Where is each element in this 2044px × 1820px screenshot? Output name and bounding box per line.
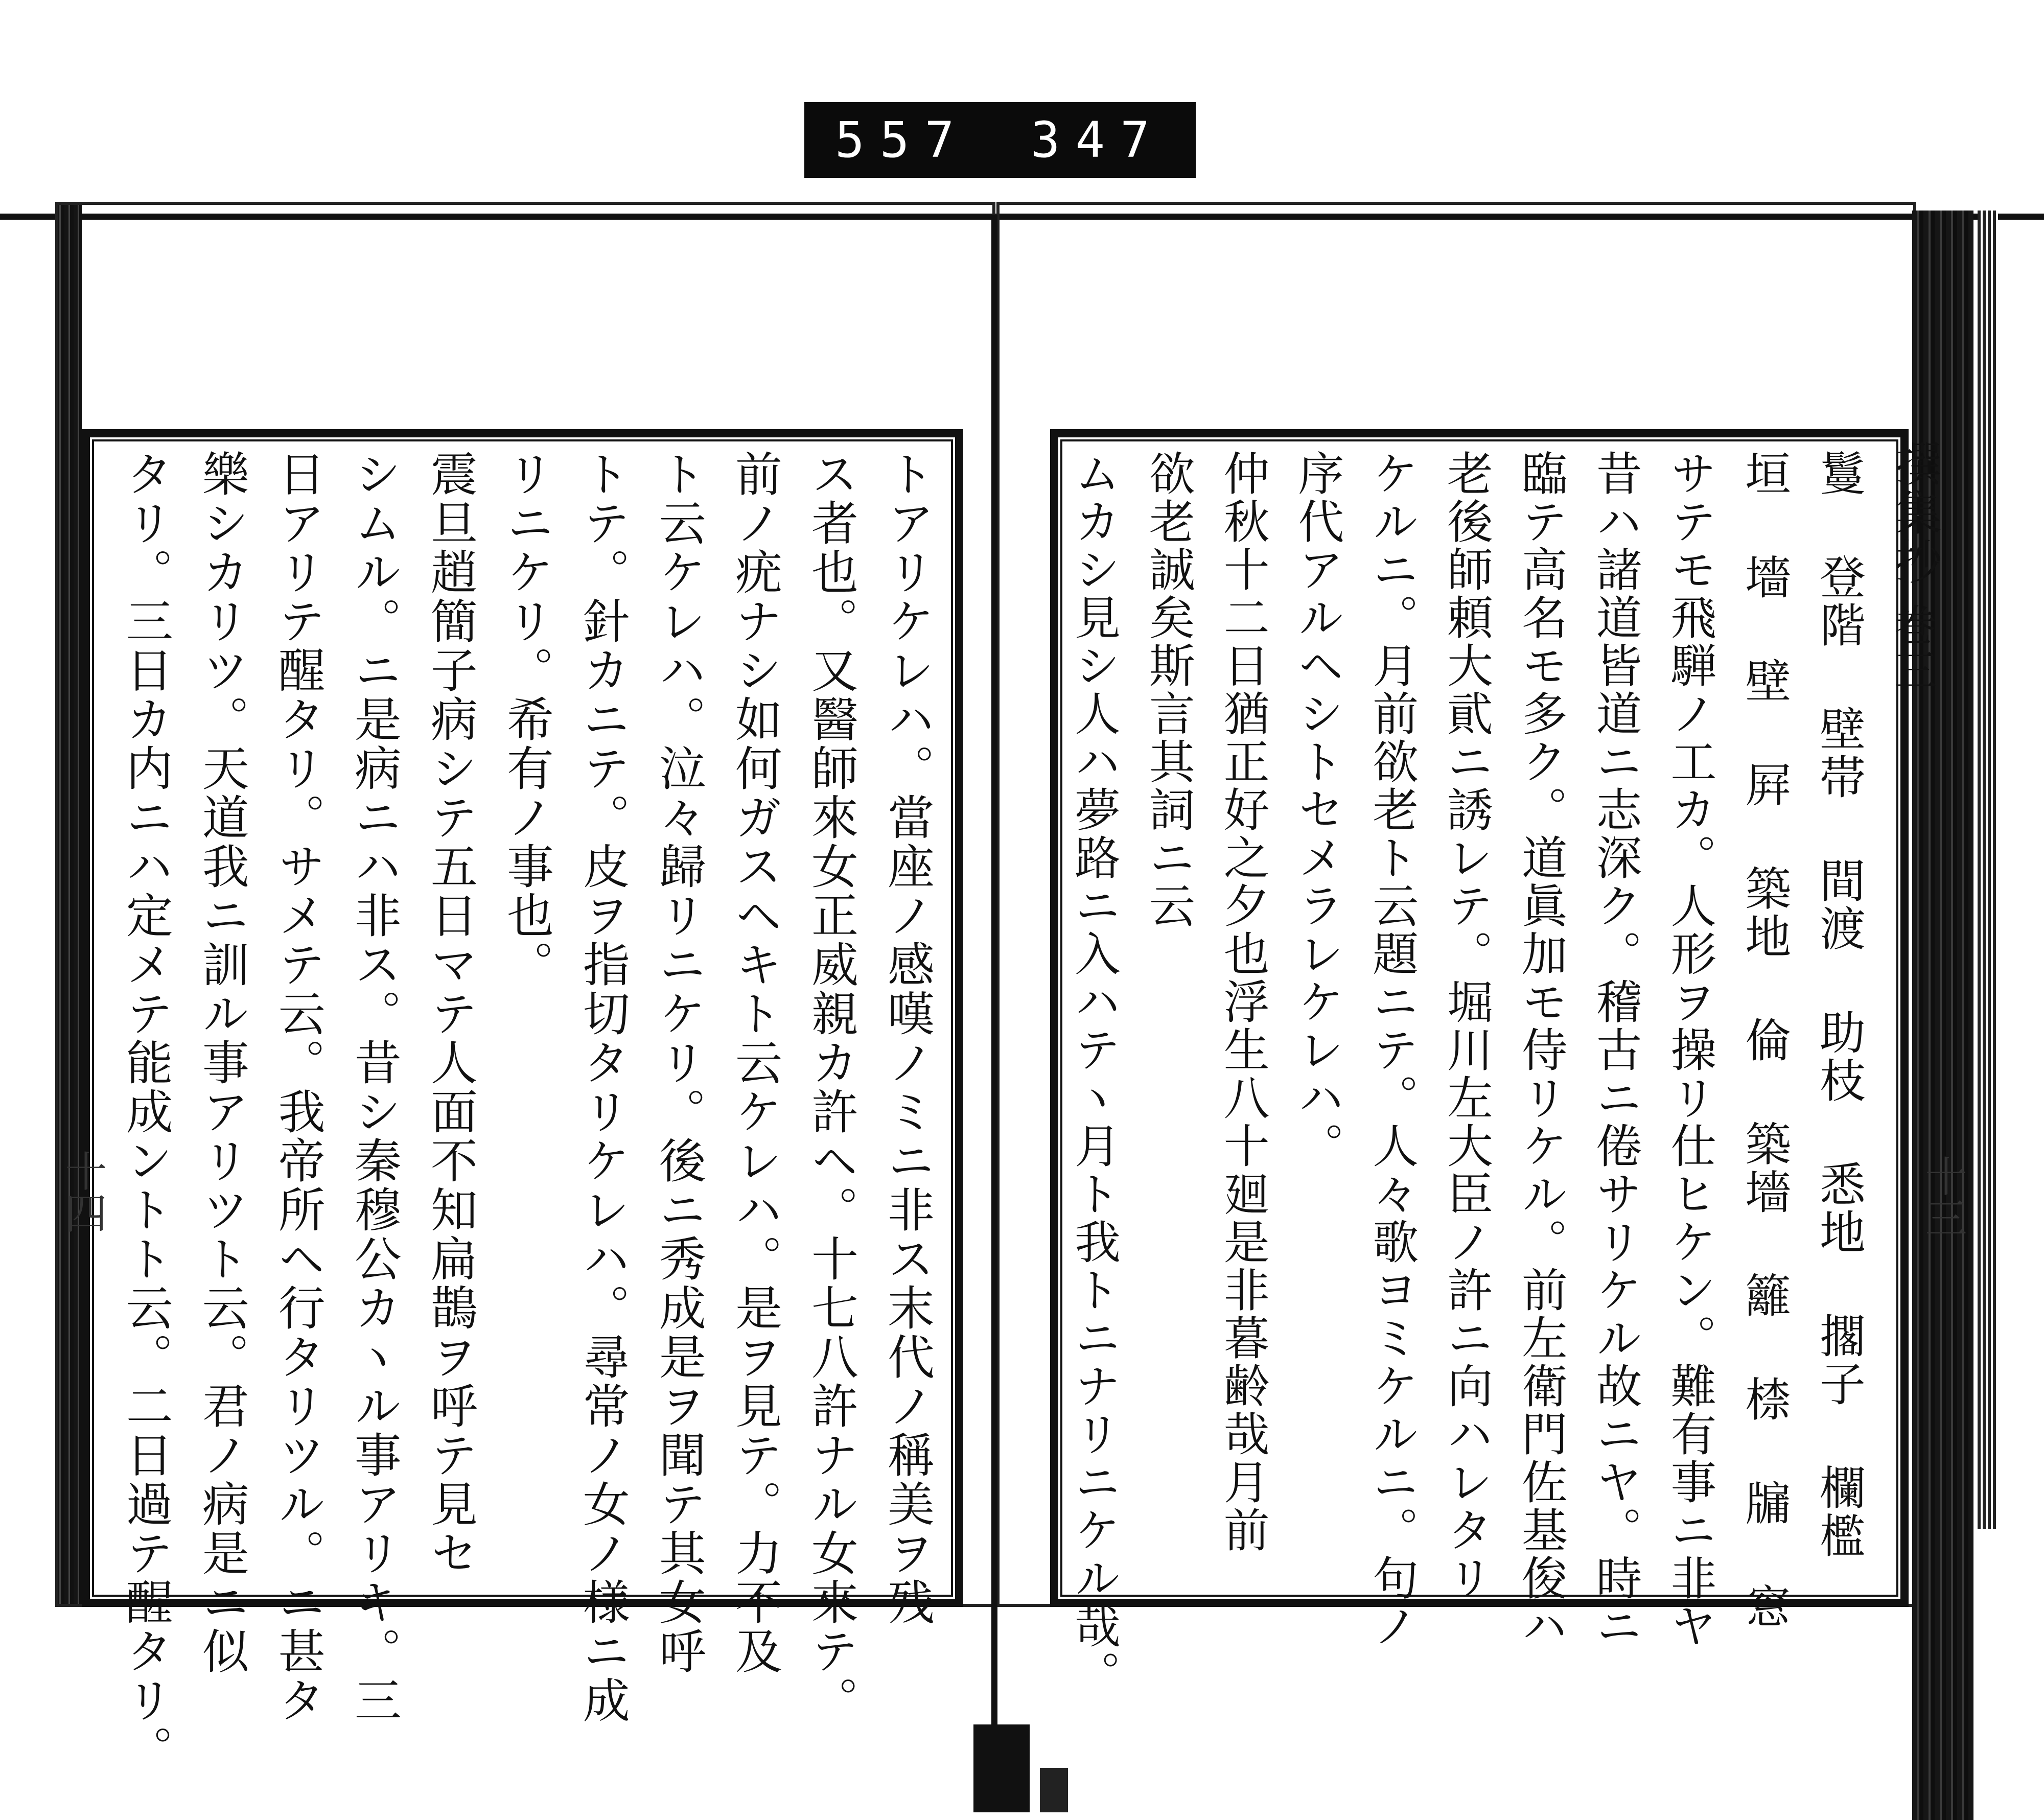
left-page-body <box>102 450 945 1774</box>
binding-clip <box>973 1724 1030 1812</box>
catalog-number-right: 347 <box>1030 111 1165 169</box>
text-column: 鬘 登階 壁帯 間渡 助枝 悉地 擱子 欄檻 <box>1811 450 1865 1560</box>
left-page-folio: 十四 <box>58 1150 107 1233</box>
right-page-edges <box>1978 211 1998 1529</box>
text-column: タリ。三日カ内ニハ定メテ能成ントト云。二日過テ醒タリ。 <box>118 450 173 1774</box>
text-column: 臨テ高名モ多ク。道眞加モ侍リケル。前左衛門佐基俊ハ <box>1513 450 1567 1650</box>
text-column: サテモ飛騨ノ工カ。人形ヲ操リ仕ヒケン。難有事ニ非ヤ <box>1662 450 1716 1650</box>
text-column: シムル。ニ是病ニハ非ス。昔シ秦穆公カヽル事アリキ。三 <box>346 450 402 1725</box>
text-column: トテ。針カニテ。皮ヲ指切タリケレハ。尋常ノ女ノ様ニ成 <box>575 450 630 1725</box>
text-column: ケルニ。月前欲老ト云題ニテ。人々歌ヨミケルニ。句ノ <box>1364 450 1419 1650</box>
book-gutter <box>991 215 997 1812</box>
text-column: リニケリ。希有ノ事也。 <box>499 450 554 989</box>
text-column: 老後師頼大貮ニ誘レテ。堀川左大臣ノ許ニ向ハレタリ <box>1439 450 1493 1602</box>
text-column: 欲老誠矣斯言其詞ニ云 <box>1141 450 1195 930</box>
text-column: 樂シカリツ。天道我ニ訓ル事アリツト云。君ノ病是ニ似 <box>194 450 249 1676</box>
text-column: ムカシ見シ人ハ夢路ニ入ハテヽ月ト我トニナリニケル哉。 <box>1066 450 1121 1698</box>
text-column: 序代アルヘシトセメラレケレハ。 <box>1290 450 1344 1170</box>
text-column: ト云ケレハ。泣々歸リニケリ。後ニ秀成是ヲ聞テ其女呼 <box>651 450 706 1676</box>
right-page-header: 撰集抄 <box>1887 439 1942 587</box>
text-column: 前ノ疣ナシ如何ガスヘキト云ケレハ。是ヲ見テ。力不及 <box>727 450 782 1676</box>
catalog-number-plate <box>804 102 1196 178</box>
text-column: 垣 墻 壁 屛 築地 倫 築墻 籬 㮏 牖 窓 <box>1737 450 1791 1631</box>
binding-clip-small <box>1040 1768 1068 1812</box>
text-column: ス者也。又醫師來女正威親カ許ヘ。十七八許ナル女來テ。 <box>803 450 858 1725</box>
text-column: 仲秋十二日猶正好之夕也浮生八十廻是非暮齢哉月前 <box>1215 450 1269 1554</box>
catalog-number-left: 557 <box>835 111 970 169</box>
text-column: 昔ハ諸道皆道ニ志深ク。稽古ニ倦サリケル故ニヤ。時ニ <box>1588 450 1642 1650</box>
text-column: トアリケレハ。當座ノ感嘆ノミニ非ス末代ノ稱美ヲ残 <box>880 450 935 1627</box>
text-column: 震旦趙簡子病シテ五日マテ人面不知扁鵲ヲ呼テ見セ <box>423 450 478 1578</box>
right-page-body <box>1066 450 1875 1698</box>
right-page-volume: 巻三 <box>1887 603 1937 693</box>
text-column: 日アリテ醒タリ。サメテ云。我帝所ヘ行タリツル。ニ甚タ <box>270 450 326 1725</box>
right-page-folio: 十三 <box>1918 1155 1967 1239</box>
